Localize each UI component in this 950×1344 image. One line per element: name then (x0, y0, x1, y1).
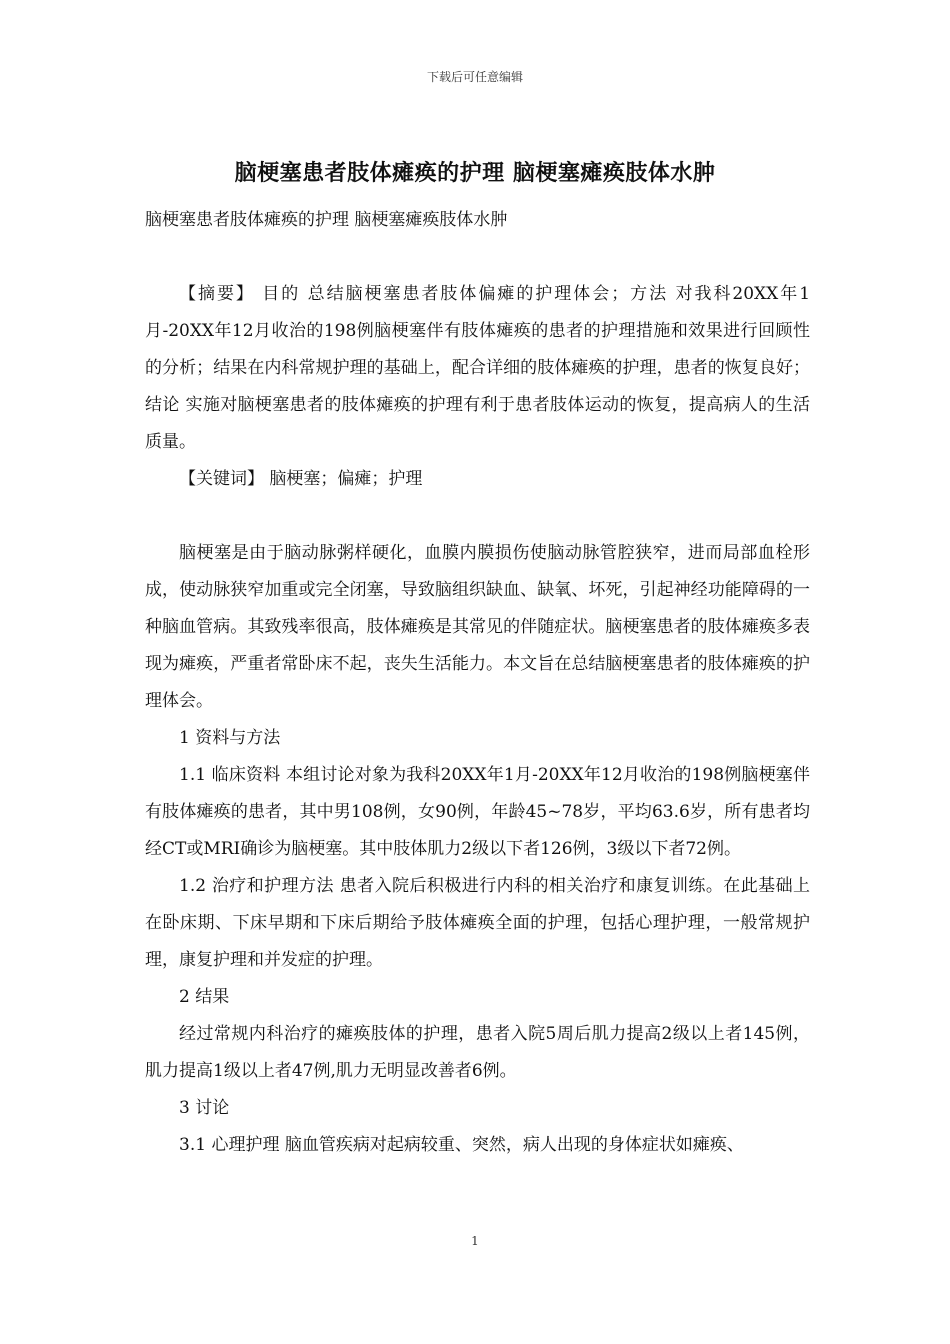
document-body (145, 202, 810, 1164)
section2-heading: 2 结果 (179, 987, 230, 1007)
abstract-text: 目的 总结脑梗塞患者肢体偏瘫的护理体会；方法 对我科20XX年1月-20XX年12月收治的198例脑梗塞伴有肢体瘫痪的患者的护理措施和效果进行回顾性的分析；结果在内科常规护理的基础上，配合详细的肢体瘫痪的护理，患者的恢复良好；结论 实施对脑梗塞患者的肢体瘫痪的护理有利于患者肢体运动的恢复，提高病人的生活质量。 (145, 284, 811, 452)
intro-paragraph: 脑梗塞是由于脑动脉粥样硬化，血膜内膜损伤使脑动脉管腔狭窄，进而局部血栓形成，使动脉狭窄加重或完全闭塞，导致脑组织缺血、缺氧、坏死，引起神经功能障碍的一种脑血管病。其致残率很高，肢体瘫痪是其常见的伴随症状。脑梗塞患者的肢体瘫痪多表现为瘫痪，严重者常卧床不起，丧失生活能力。本文旨在总结脑梗塞患者的肢体瘫痪的护理体会。 (145, 543, 810, 711)
document-title: 脑梗塞患者肢体瘫痪的护理 脑梗塞瘫痪肢体水肿 (234, 161, 716, 186)
section3-paragraph-1: 3.1 心理护理 脑血管疾病对起病较重、突然，病人出现的身体症状如瘫痪、 (179, 1135, 744, 1155)
keywords-paragraph (145, 461, 810, 498)
abstract-label: 【摘要】 (179, 284, 255, 304)
subtitle: 脑梗塞患者肢体瘫痪的护理 脑梗塞瘫痪肢体水肿 (145, 210, 508, 230)
section1-paragraph-2: 1.2 治疗和护理方法 患者入院后积极进行内科的相关治疗和康复训练。在此基础上在卧床期、下床早期和下床后期给予肢体瘫痪全面的护理，包括心理护理，一般常规护理，康复护理和并发症的护理。 (145, 876, 810, 970)
keywords-text: 脑梗塞；偏瘫；护理 (269, 469, 423, 489)
section1-heading: 1 资料与方法 (179, 728, 281, 748)
section1-paragraph-1: 1.1 临床资料 本组讨论对象为我科20XX年1月-20XX年12月收治的198例脑梗塞伴有肢体瘫痪的患者，其中男108例，女90例，年龄45~78岁，平均63.6岁，所有患者均经CT或MRI确诊为脑梗塞。其中肢体肌力2级以下者126例，3级以下者72例。 (145, 765, 810, 859)
page-number: 1 (471, 1234, 479, 1248)
section3-heading: 3 讨论 (179, 1098, 230, 1118)
keywords-label: 【关键词】 (179, 469, 264, 489)
abstract-paragraph (145, 276, 810, 461)
section2-paragraph-1: 经过常规内科治疗的瘫痪肢体的护理，患者入院5周后肌力提高2级以上者145例，肌力提高1级以上者47例,肌力无明显改善者6例。 (145, 1024, 810, 1081)
header-note: 下载后可任意编辑 (426, 70, 523, 84)
